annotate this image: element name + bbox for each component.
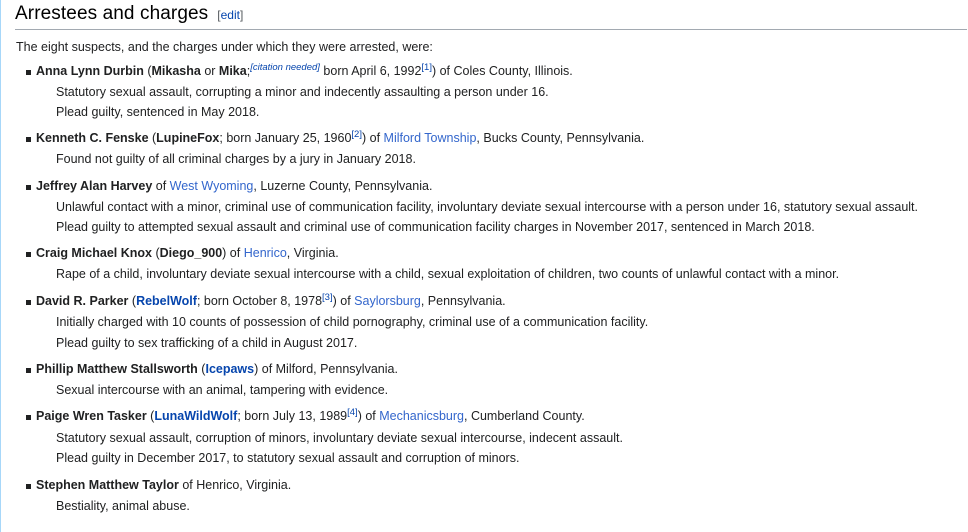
- alias-text: LunaWildWolf: [154, 409, 238, 423]
- text-fragment: (: [146, 409, 155, 423]
- alias-link[interactable]: [154, 409, 237, 423]
- bullet-icon: [26, 185, 31, 190]
- text-fragment: , Cumberland County.: [464, 409, 585, 423]
- arrestee-line: [36, 291, 506, 308]
- bullet-icon: [26, 368, 31, 373]
- alias-text: RebelWolf: [136, 294, 197, 308]
- arrestee-name: Anna Lynn Durbin: [36, 64, 144, 78]
- bullet-icon: [26, 137, 31, 142]
- text-fragment: ; born July 13, 1989: [237, 409, 348, 423]
- text-fragment: ) of Milford, Pennsylvania.: [254, 362, 398, 376]
- charge-text: Unlawful contact with a minor, criminal use of communication facility, involuntary deviate sexual intercourse with a person under 16, statutory sexual assault.: [56, 200, 918, 214]
- place-link[interactable]: Henrico: [243, 246, 287, 260]
- alias-text: Mikasha: [151, 64, 201, 78]
- bullet-icon: [26, 252, 31, 257]
- alias-link[interactable]: [156, 131, 219, 145]
- outcome-text: Plead guilty to sex trafficking of a child in August 2017.: [56, 336, 358, 350]
- text-fragment: born April 6, 1992: [319, 64, 422, 78]
- text-fragment: ) of: [357, 409, 380, 423]
- arrestee-name: David R. Parker: [36, 294, 129, 308]
- citation-needed-link[interactable]: [citation needed]: [250, 61, 320, 73]
- outcome-text: Plead guilty in December 2017, to statutory sexual assault and corruption of minors.: [56, 451, 520, 465]
- text-fragment: ) of: [361, 131, 384, 145]
- text-fragment: ; born October 8, 1978: [196, 294, 323, 308]
- bullet-icon: [26, 70, 31, 75]
- text-fragment: , Pennsylvania.: [420, 294, 506, 308]
- text-fragment: (: [128, 294, 137, 308]
- text-fragment: ;: [246, 64, 251, 78]
- alias-link[interactable]: [136, 294, 197, 308]
- text-fragment: , Virginia.: [286, 246, 339, 260]
- outcome-text: Found not guilty of all criminal charges by a jury in January 2018.: [56, 152, 416, 166]
- bullet-icon: [26, 484, 31, 489]
- outcome-text: Plead guilty, sentenced in May 2018.: [56, 105, 260, 119]
- section-heading: [15, 3, 967, 30]
- alias-text: LupineFox: [156, 131, 220, 145]
- edit-bracket-open: [: [217, 8, 221, 22]
- arrestee-name: Phillip Matthew Stallsworth: [36, 362, 198, 376]
- text-fragment: , Luzerne County, Pennsylvania.: [253, 179, 433, 193]
- bullet-icon: [26, 415, 31, 420]
- text-fragment: ) of: [222, 246, 244, 260]
- reference-link[interactable]: [2]: [351, 128, 362, 140]
- alias-text: Diego_900: [159, 246, 223, 260]
- arrestee-name: Paige Wren Tasker: [36, 409, 147, 423]
- arrestee-name: Kenneth C. Fenske: [36, 131, 149, 145]
- text-fragment: of Henrico, Virginia.: [178, 478, 292, 492]
- charge-text: Statutory sexual assault, corrupting a minor and indecently assaulting a person under 16.: [56, 85, 549, 99]
- text-fragment: ; born January 25, 1960: [219, 131, 352, 145]
- reference-link[interactable]: [3]: [322, 291, 333, 303]
- text-fragment: (: [152, 246, 160, 260]
- text-fragment: (: [143, 64, 152, 78]
- alias-link[interactable]: [160, 246, 223, 260]
- text-fragment: , Bucks County, Pennsylvania.: [476, 131, 645, 145]
- alias-text: Icepaws: [205, 362, 255, 376]
- text-fragment: or: [200, 64, 219, 78]
- place-link[interactable]: Saylorsburg: [354, 294, 421, 308]
- text-fragment: (: [197, 362, 206, 376]
- reference-link[interactable]: [1]: [421, 61, 432, 73]
- reference-link[interactable]: [4]: [347, 406, 358, 418]
- edit-section-link[interactable]: edit: [220, 8, 240, 22]
- edit-section-link-wrapper: [217, 8, 243, 22]
- text-fragment: ) of: [332, 294, 355, 308]
- arrestee-line: [36, 246, 339, 260]
- edit-bracket-close: ]: [239, 8, 244, 22]
- alias-link[interactable]: [152, 64, 201, 78]
- bullet-icon: [26, 300, 31, 305]
- arrestee-line: [36, 478, 291, 492]
- arrestee-line: [36, 406, 585, 423]
- section-title: Arrestees and charges: [15, 3, 209, 24]
- alias-link[interactable]: [205, 362, 254, 376]
- arrestee-name: Stephen Matthew Taylor: [36, 478, 179, 492]
- text-fragment: (: [148, 131, 157, 145]
- charge-text: Rape of a child, involuntary deviate sexual intercourse with a child, sexual exploitation of children, two counts of unlawful contact with a minor.: [56, 267, 840, 281]
- place-link[interactable]: Mechanicsburg: [379, 409, 464, 423]
- text-fragment: ) of Coles County, Illinois.: [431, 64, 573, 78]
- charge-text: Sexual intercourse with an animal, tampering with evidence.: [56, 383, 389, 397]
- arrestee-name: Craig Michael Knox: [36, 246, 152, 260]
- alias-text: Mika: [218, 64, 247, 78]
- arrestee-line: [36, 179, 432, 193]
- arrestee-line: [36, 128, 645, 145]
- arrestee-line: [36, 61, 573, 78]
- place-link[interactable]: West Wyoming: [169, 179, 254, 193]
- place-link[interactable]: Milford Township: [383, 131, 477, 145]
- intro-text: The eight suspects, and the charges under which they were arrested, were:: [16, 40, 433, 54]
- charge-text: Statutory sexual assault, corruption of minors, involuntary deviate sexual intercourse, indecent assault.: [56, 431, 623, 445]
- charge-text: Initially charged with 10 counts of possession of child pornography, criminal use of a communication facility.: [56, 315, 649, 329]
- arrestee-name: Jeffrey Alan Harvey: [36, 179, 153, 193]
- arrestee-line: [36, 362, 398, 376]
- charge-text: Bestiality, animal abuse.: [56, 499, 190, 513]
- outcome-text: Plead guilty to attempted sexual assault and criminal use of communication facility charges in November 2017, sentenced in March 2018.: [56, 220, 815, 234]
- text-fragment: of: [152, 179, 170, 193]
